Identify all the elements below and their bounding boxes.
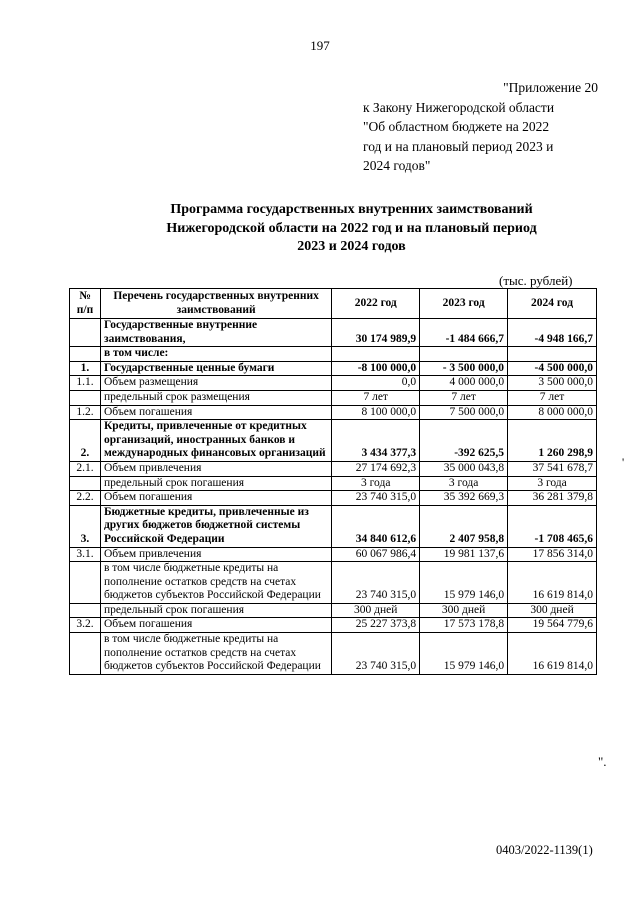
appendix-heading <box>363 78 598 176</box>
value-2022: 23 740 315,0 <box>332 562 420 604</box>
value-2022: 3 434 377,3 <box>332 420 420 462</box>
margin-mark: ' <box>622 455 625 469</box>
value-2023: 7 500 000,0 <box>420 405 508 420</box>
value-2024: 19 564 779,6 <box>508 618 597 633</box>
value-2022: 23 740 315,0 <box>332 491 420 506</box>
value-2023: 2 407 958,8 <box>420 505 508 547</box>
value-2022: 300 дней <box>332 603 420 618</box>
value-2024: 17 856 314,0 <box>508 547 597 562</box>
row-number: 1.2. <box>70 405 101 420</box>
value-2022 <box>332 347 420 362</box>
value-2023: 3 года <box>420 476 508 491</box>
value-2024: 16 619 814,0 <box>508 633 597 675</box>
row-name: Государственные внутренние заимствования, <box>100 319 331 347</box>
row-name: предельный срок погашения <box>100 476 331 491</box>
table-body <box>70 319 597 675</box>
row-name: предельный срок погашения <box>100 603 331 618</box>
table-header-row <box>70 289 597 319</box>
appendix-line: 2024 годов" <box>363 158 431 173</box>
row-name: Объем погашения <box>100 405 331 420</box>
header-name: Перечень государственных внутренних заимствований <box>100 289 331 319</box>
value-2024: 36 281 379,8 <box>508 491 597 506</box>
units-label: (тыс. рублей) <box>499 273 573 288</box>
value-2022: 23 740 315,0 <box>332 633 420 675</box>
row-number: 3. <box>70 505 101 547</box>
table-row <box>70 319 597 347</box>
value-2024: -4 500 000,0 <box>508 361 597 376</box>
row-number <box>70 390 101 405</box>
row-number: 2. <box>70 420 101 462</box>
value-2023: 15 979 146,0 <box>420 562 508 604</box>
table-row <box>70 633 597 675</box>
header-2022: 2022 год <box>332 289 420 319</box>
table-row <box>70 347 597 362</box>
row-number: 3.1. <box>70 547 101 562</box>
value-2024: 3 года <box>508 476 597 491</box>
row-name: Объем размещения <box>100 376 331 391</box>
header-2023: 2023 год <box>420 289 508 319</box>
row-number: 1.1. <box>70 376 101 391</box>
row-number: 3.2. <box>70 618 101 633</box>
row-name: Бюджетные кредиты, привлеченные из других бюджетов бюджетной системы Российской Федерации <box>100 505 331 547</box>
value-2024: 8 000 000,0 <box>508 405 597 420</box>
value-2023: -392 625,5 <box>420 420 508 462</box>
page-number: 197 <box>310 38 330 53</box>
value-2023: 7 лет <box>420 390 508 405</box>
row-name: Кредиты, привлеченные от кредитных организаций, иностранных банков и международных финансовых организаций <box>100 420 331 462</box>
table-row <box>70 505 597 547</box>
value-2023: 4 000 000,0 <box>420 376 508 391</box>
value-2024 <box>508 347 597 362</box>
value-2022: -8 100 000,0 <box>332 361 420 376</box>
value-2022: 25 227 373,8 <box>332 618 420 633</box>
row-number <box>70 633 101 675</box>
row-number <box>70 603 101 618</box>
document-number: 0403/2022-1139(1) <box>496 843 593 857</box>
table-row <box>70 420 597 462</box>
table-row <box>70 405 597 420</box>
value-2023 <box>420 347 508 362</box>
value-2022: 7 лет <box>332 390 420 405</box>
value-2023: 35 000 043,8 <box>420 461 508 476</box>
appendix-line: "Приложение 20 <box>503 80 598 95</box>
table-row <box>70 376 597 391</box>
row-name: Объем привлечения <box>100 547 331 562</box>
table-row <box>70 618 597 633</box>
row-number: 2.1. <box>70 461 101 476</box>
row-number: 1. <box>70 361 101 376</box>
value-2023: 300 дней <box>420 603 508 618</box>
value-2022: 30 174 989,9 <box>332 319 420 347</box>
value-2022: 3 года <box>332 476 420 491</box>
value-2022: 0,0 <box>332 376 420 391</box>
row-name: Объем привлечения <box>100 461 331 476</box>
row-name: Объем погашения <box>100 618 331 633</box>
value-2024: -4 948 166,7 <box>508 319 597 347</box>
header-2024: 2024 год <box>508 289 597 319</box>
value-2023: 17 573 178,8 <box>420 618 508 633</box>
row-name: в том числе: <box>100 347 331 362</box>
row-name: Объем погашения <box>100 491 331 506</box>
value-2023: - 3 500 000,0 <box>420 361 508 376</box>
table-row <box>70 461 597 476</box>
table-row <box>70 603 597 618</box>
value-2022: 8 100 000,0 <box>332 405 420 420</box>
value-2023: -1 484 666,7 <box>420 319 508 347</box>
table-row <box>70 547 597 562</box>
row-number <box>70 347 101 362</box>
value-2023: 35 392 669,3 <box>420 491 508 506</box>
value-2024: 7 лет <box>508 390 597 405</box>
value-2024: 1 260 298,9 <box>508 420 597 462</box>
table-row <box>70 562 597 604</box>
value-2023: 15 979 146,0 <box>420 633 508 675</box>
row-number: 2.2. <box>70 491 101 506</box>
title-line: 2023 и 2024 годов <box>297 239 406 254</box>
row-number <box>70 476 101 491</box>
value-2024: 16 619 814,0 <box>508 562 597 604</box>
row-name: Государственные ценные бумаги <box>100 361 331 376</box>
title-line: Программа государственных внутренних заимствований <box>170 202 533 217</box>
value-2024: 37 541 678,7 <box>508 461 597 476</box>
value-2023: 19 981 137,6 <box>420 547 508 562</box>
appendix-line: "Об областном бюджете на 2022 <box>363 119 550 134</box>
row-name: предельный срок размещения <box>100 390 331 405</box>
borrowing-table <box>69 288 597 675</box>
value-2022: 60 067 986,4 <box>332 547 420 562</box>
header-number: № п/п <box>70 289 101 319</box>
appendix-line: к Закону Нижегородской области <box>363 99 555 115</box>
value-2022: 34 840 612,6 <box>332 505 420 547</box>
table-row <box>70 491 597 506</box>
table-row <box>70 476 597 491</box>
appendix-line: год и на плановый период 2023 и <box>363 138 554 154</box>
row-name: в том числе бюджетные кредиты на пополнение остатков средств на счетах бюджетов субъектов Российской Федерации <box>100 562 331 604</box>
row-number <box>70 319 101 347</box>
value-2024: 3 500 000,0 <box>508 376 597 391</box>
closing-quote: ". <box>598 754 607 769</box>
table-row <box>70 361 597 376</box>
value-2024: -1 708 465,6 <box>508 505 597 547</box>
row-name: в том числе бюджетные кредиты на пополнение остатков средств на счетах бюджетов субъектов Российской Федерации <box>100 633 331 675</box>
row-number <box>70 562 101 604</box>
title-line: Нижегородской области на 2022 год и на плановый период <box>166 220 537 236</box>
document-title <box>95 201 608 257</box>
value-2022: 27 174 692,3 <box>332 461 420 476</box>
value-2024: 300 дней <box>508 603 597 618</box>
table-row <box>70 390 597 405</box>
